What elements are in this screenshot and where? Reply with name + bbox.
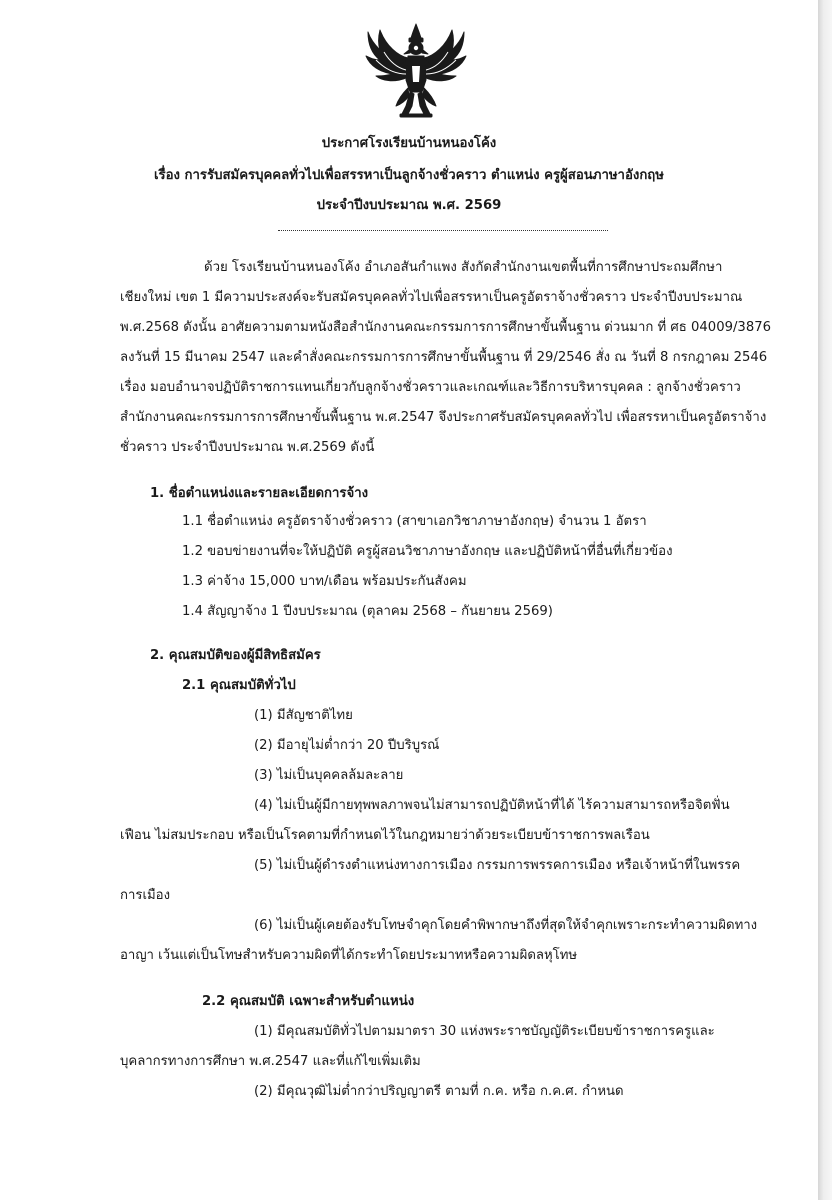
section-2-1-heading: 2.1 คุณสมบัติทั่วไป [182, 678, 296, 693]
header-separator [278, 230, 608, 231]
announcement-subject: เรื่อง การรับสมัครบุคคลทั่วไปเพื่อสรรหาเป็นลูกจ้างชั่วคราว ตำแหน่ง ครูผู้สอนภาษาอังกฤษ [154, 168, 664, 183]
announcement-fiscal-year: ประจำปีงบประมาณ พ.ศ. 2569 [316, 198, 502, 213]
qualification-item: (6) ไม่เป็นผู้เคยต้องรับโทษจำคุกโดยคำพิพากษาถึงที่สุดให้จำคุกเพราะกระทำความผิดทาง [254, 918, 758, 933]
intro-line: ชั่วคราว ประจำปีงบประมาณ พ.ศ.2569 ดังนี้ [120, 440, 375, 455]
qualification-item-continued: อาญา เว้นแต่เป็นโทษสำหรับความผิดที่ได้กระทำโดยประมาทหรือความผิดลหุโทษ [120, 948, 578, 963]
announcement-title: ประกาศโรงเรียนบ้านหนองโค้ง [321, 136, 497, 151]
qualification-item: (1) มีสัญชาติไทย [254, 708, 353, 723]
section-2-2-heading: 2.2 คุณสมบัติ เฉพาะสำหรับตำแหน่ง [202, 994, 415, 1009]
intro-line: สำนักงานคณะกรรมการการศึกษาขั้นพื้นฐาน พ.ศ.2547 จึงประกาศรับสมัครบุคคลทั่วไป เพื่อสรรหาเป็นครูอัตราจ้าง [120, 410, 767, 425]
section-1-item: 1.3 ค่าจ้าง 15,000 บาท/เดือน พร้อมประกันสังคม [182, 574, 467, 589]
intro-line: เรื่อง มอบอำนาจปฏิบัติราชการแทนเกี่ยวกับลูกจ้างชั่วคราวและเกณฑ์และวิธีการบริหารบุคคล : ลูกจ้างชั่วคราว [120, 380, 741, 395]
qualification-item-continued: การเมือง [120, 888, 171, 903]
intro-line: พ.ศ.2568 ดังนั้น อาศัยความตามหนังสือสำนักงานคณะกรรมการการศึกษาขั้นพื้นฐาน ด่วนมาก ที่ ศธ 04009/3876 [120, 320, 771, 335]
specific-qualification-item: (2) มีคุณวุฒิไม่ต่ำกว่าปริญญาตรี ตามที่ ก.ค. หรือ ก.ค.ศ. กำหนด [254, 1084, 624, 1099]
intro-line: ด้วย โรงเรียนบ้านหนองโค้ง อำเภอสันกำแพง สังกัดสำนักงานเขตพื้นที่การศึกษาประถมศึกษา [204, 260, 723, 275]
section-1-heading: 1. ชื่อตำแหน่งและรายละเอียดการจ้าง [150, 486, 369, 501]
page-edge-shadow [818, 0, 832, 1200]
qualification-item: (2) มีอายุไม่ต่ำกว่า 20 ปีบริบูรณ์ [254, 738, 440, 753]
section-1-item: 1.2 ขอบข่ายงานที่จะให้ปฏิบัติ ครูผู้สอนวิชาภาษาอังกฤษ และปฏิบัติหน้าที่อื่นที่เกี่ยวข้อง [182, 544, 673, 559]
section-1-item: 1.1 ชื่อตำแหน่ง ครูอัตราจ้างชั่วคราว (สาขาเอกวิชาภาษาอังกฤษ) จำนวน 1 อัตรา [182, 514, 647, 529]
garuda-emblem-icon [362, 22, 470, 122]
qualification-item-continued: เฟือน ไม่สมประกอบ หรือเป็นโรคตามที่กำหนดไว้ในกฎหมายว่าด้วยระเบียบข้าราชการพลเรือน [120, 828, 650, 843]
intro-line: ลงวันที่ 15 มีนาคม 2547 และคำสั่งคณะกรรมการการศึกษาขั้นพื้นฐาน ที่ 29/2546 สั่ง ณ วันที่ 8 กรกฎาคม 2546 [120, 350, 768, 365]
section-1-item: 1.4 สัญญาจ้าง 1 ปีงบประมาณ (ตุลาคม 2568 – กันยายน 2569) [182, 604, 553, 619]
qualification-item: (3) ไม่เป็นบุคคลล้มละลาย [254, 768, 404, 783]
intro-line: เชียงใหม่ เขต 1 มีความประสงค์จะรับสมัครบุคคลทั่วไปเพื่อสรรหาเป็นครูอัตราจ้างชั่วคราว ประจำปีงบประมาณ [120, 290, 743, 305]
qualification-item: (4) ไม่เป็นผู้มีกายทุพพลภาพจนไม่สามารถปฏิบัติหน้าที่ได้ ไร้ความสามารถหรือจิตฟั่น [254, 798, 730, 813]
specific-qualification-item-continued: บุคลากรทางการศึกษา พ.ศ.2547 และที่แก้ไขเพิ่มเติม [120, 1054, 421, 1069]
section-2-heading: 2. คุณสมบัติของผู้มีสิทธิสมัคร [150, 648, 321, 663]
qualification-item: (5) ไม่เป็นผู้ดำรงตำแหน่งทางการเมือง กรรมการพรรคการเมือง หรือเจ้าหน้าที่ในพรรค [254, 858, 741, 873]
specific-qualification-item: (1) มีคุณสมบัติทั่วไปตามมาตรา 30 แห่งพระราชบัญญัติระเบียบข้าราชการครูและ [254, 1024, 715, 1039]
